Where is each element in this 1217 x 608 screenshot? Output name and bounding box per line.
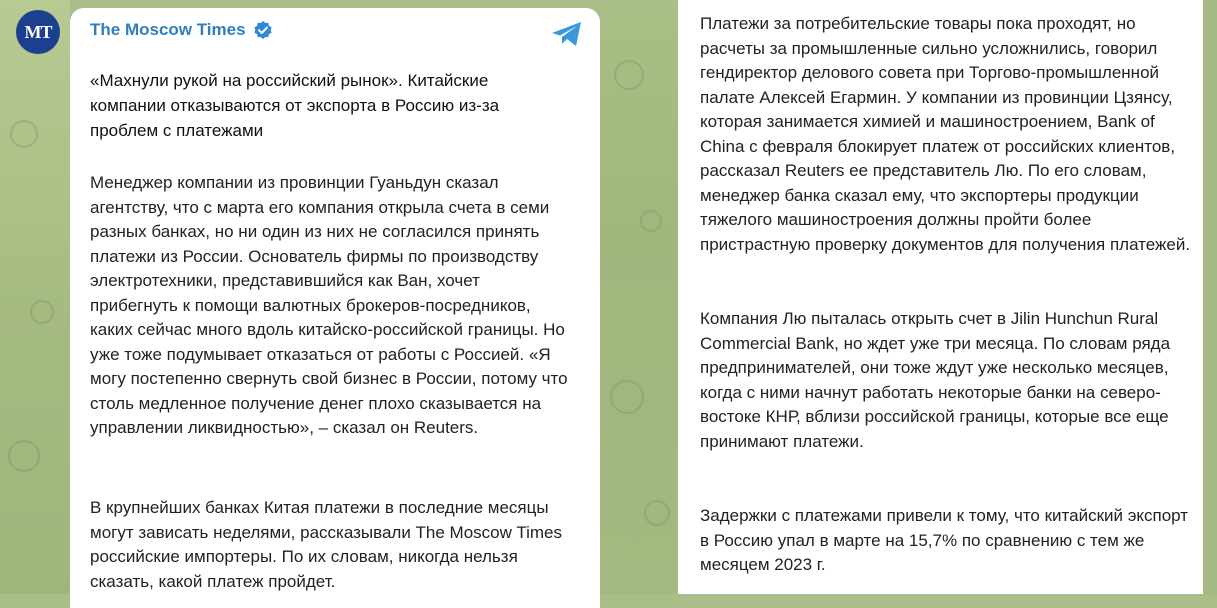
background-doodle	[10, 120, 38, 148]
chat-background-middle	[600, 0, 678, 594]
message-header	[90, 20, 273, 40]
post-paragraph: В крупнейших банках Китая платежи в последние месяцы могут зависать неделями, рассказывали The Moscow Times российские импортеры. По их словам, никогда нельзя сказать, какой платеж пройдет.	[90, 498, 562, 591]
channel-avatar[interactable]	[16, 10, 60, 54]
background-doodle	[644, 500, 670, 526]
message-bubble-continued	[678, 0, 1203, 594]
post-paragraph: Платежи за потребительские товары пока проходят, но расчеты за промышленные сильно усложнились, говорил гендиректор делового совета при Торгово-промышленной палате Алексей Егармин. У компании из провинции Цзянсу, которая занимается химией и машиностроением, Bank of China с февраля блокирует платеж от российских клиентов, рассказал Reuters ее представитель Лю. По его словам, менеджер банка сказал ему, что экспортеры продукции тяжелого машиностроения должны пройти более пристрастную проверку документов для получения платежей.	[700, 14, 1191, 254]
post-paragraph: Менеджер компании из провинции Гуаньдун сказал агентству, что с марта его компания открыла счета в семи разных банках, но ни один из них не согласился принять платежи из России. Основатель фирмы по производству электротехники, представившийся как Ван, хочет прибегнуть к помощи валютных брокеров-посредников, каких сейчас много вдоль китайско-российской границы. Но уже тоже подумывает отказаться от работы с Россией. «Я могу постепенно свернуть свой бизнес в России, потому что столь медленное получение денег плохо сказывается на управлении ликвидностью», – сказал он Reuters.	[90, 173, 568, 437]
background-doodle	[30, 300, 54, 324]
chat-background-right	[1203, 0, 1217, 594]
verified-badge-icon	[253, 20, 273, 40]
background-doodle	[610, 380, 644, 414]
message-bubble	[70, 8, 600, 608]
post-headline: «Махнули рукой на российский рынок». Китайские компании отказываются от экспорта в Россию из-за проблем с платежами	[90, 71, 500, 140]
post-paragraph: Компания Лю пыталась открыть счет в Jilin Hunchun Rural Commercial Bank, но ждет уже три месяца. По словам ряда предпринимателей, они тоже ждут уже несколько месяцев, когда с ними начнут работать некоторые банки на северо-востоке КНР, вблизи российской границы, которые все еще принимают платежи.	[700, 309, 1171, 451]
channel-name-link[interactable]: The Moscow Times	[90, 20, 246, 39]
chat-background-left	[0, 0, 70, 594]
background-doodle	[614, 60, 644, 90]
post-paragraph: Задержки с платежами привели к тому, что китайский экспорт в Россию упал в марте на 15,7% по сравнению с тем же месяцем 2023 г.	[700, 506, 1189, 574]
telegram-share-icon[interactable]	[550, 20, 584, 48]
background-doodle	[8, 440, 40, 472]
avatar-text: MT	[24, 21, 52, 42]
background-doodle	[640, 210, 662, 232]
